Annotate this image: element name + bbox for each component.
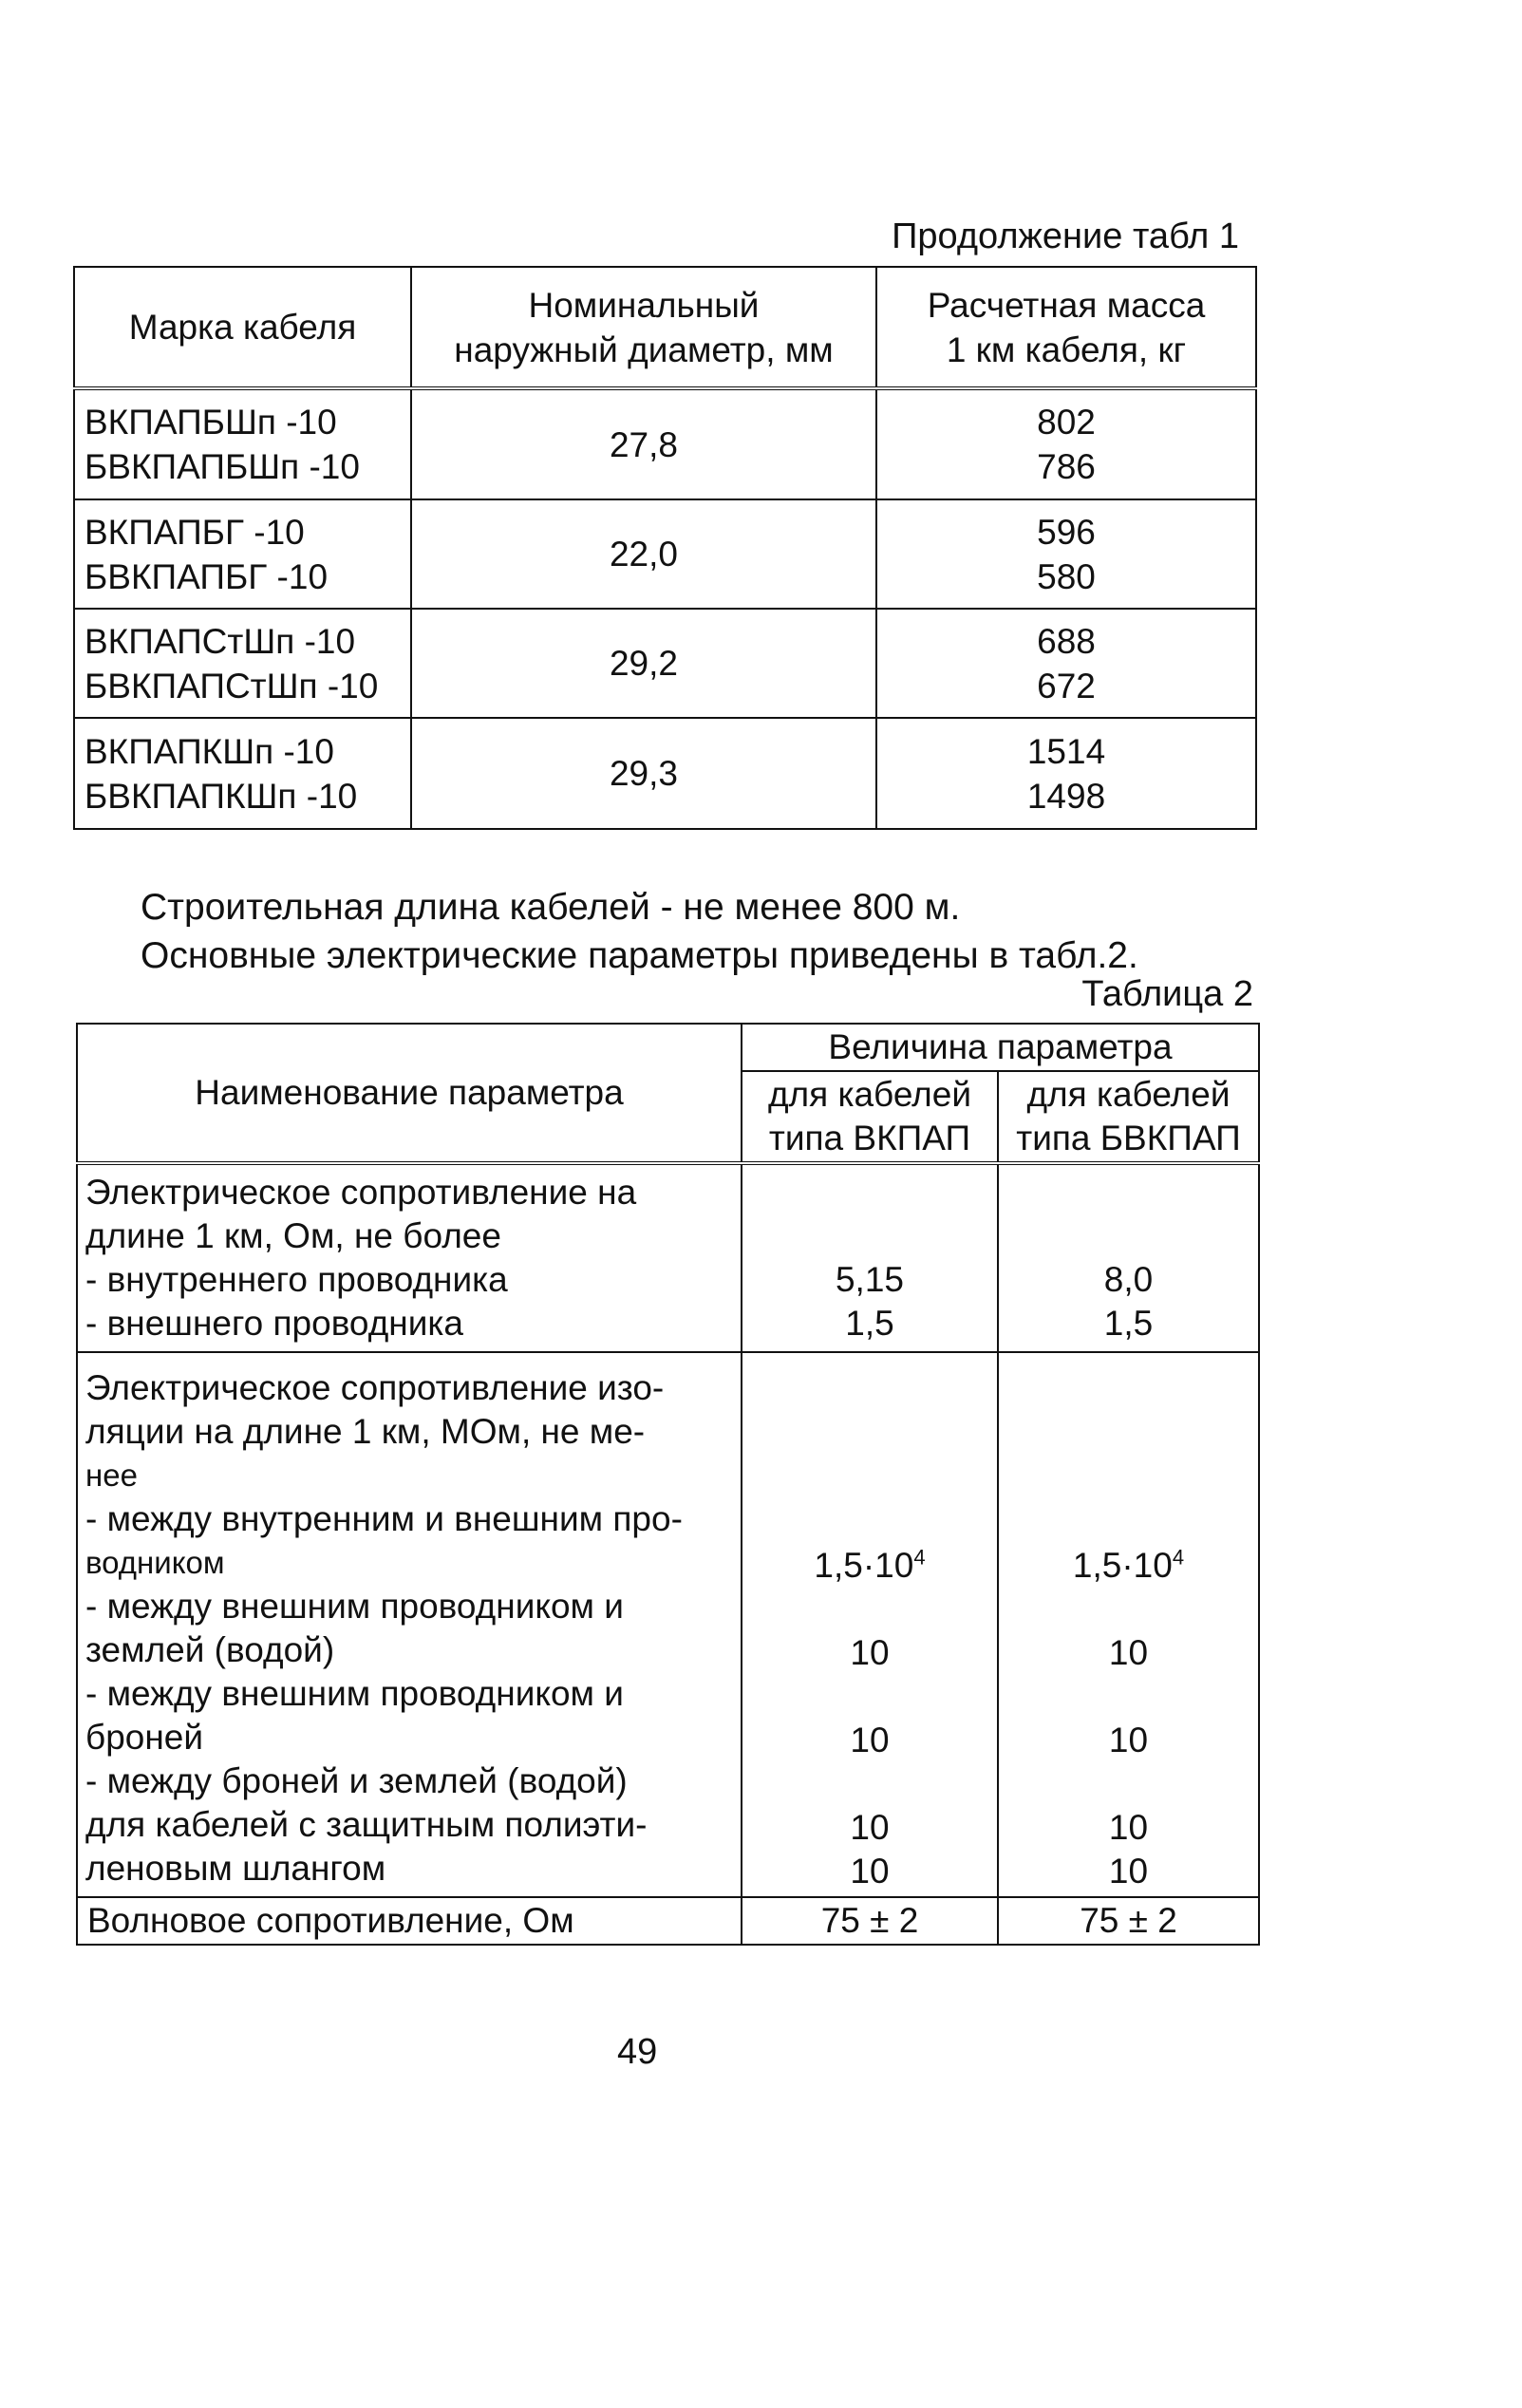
table1-caption: Продолжение табл 1 (892, 216, 1239, 256)
value-bvkpap: 8,0 1,5 (998, 1163, 1259, 1352)
table1-header-diameter: Номинальный наружный диаметр, мм (411, 267, 876, 388)
body-text-line2: Основные электрические параметры приведены в табл.2. (141, 935, 1138, 976)
table-row (74, 499, 1256, 609)
value-bvkpap: 75 ± 2 (998, 1897, 1259, 1945)
table2-header-col1: для кабелей типа ВКПАП (742, 1071, 998, 1163)
page-number: 49 (617, 2032, 658, 2072)
cable-mass: 1514 1498 (876, 718, 1256, 829)
table2-caption: Таблица 2 (1081, 974, 1253, 1014)
param-wave-impedance: Волновое сопротивление, Ом (77, 1897, 742, 1945)
cable-diameter: 29,2 (411, 609, 876, 718)
table2 (76, 1023, 1260, 1946)
table1-header-mass: Расчетная масса 1 км кабеля, кг (876, 267, 1256, 388)
body-text-line1: Строительная длина кабелей - не менее 800 м. (141, 887, 961, 928)
cable-brand: ВКПАПСтШп -10 БВКПАПСтШп -10 (74, 609, 411, 718)
cable-diameter: 29,3 (411, 718, 876, 829)
cable-brand: ВКПАПБШп -10 БВКПАПБШп -10 (74, 388, 411, 499)
param-conductor-resistance: Электрическое сопротивление на длине 1 км, Ом, не более - внутреннего проводника - внешнего проводника (77, 1163, 742, 1352)
cable-mass: 596 580 (876, 499, 1256, 609)
cable-brand: ВКПАПБГ -10 БВКПАПБГ -10 (74, 499, 411, 609)
table2-header-param: Наименование параметра (77, 1024, 742, 1163)
value-bvkpap: $1,5\cdot 10^4$ 10 10 10 10 (998, 1352, 1259, 1897)
value-vkpap: 75 ± 2 (742, 1897, 998, 1945)
table-row (77, 1897, 1259, 1945)
table-row (77, 1163, 1259, 1352)
table2-header-value: Величина параметра (742, 1024, 1259, 1071)
cable-diameter: 22,0 (411, 499, 876, 609)
table1-header-brand: Марка кабеля (74, 267, 411, 388)
cable-diameter: 27,8 (411, 388, 876, 499)
table-row (77, 1352, 1259, 1897)
cable-mass: 802 786 (876, 388, 1256, 499)
table-row (74, 718, 1256, 829)
value-vkpap: 5,15 1,5 (742, 1163, 998, 1352)
param-insulation-resistance: Электрическое сопротивление изо- ляции на длине 1 км, МОм, не ме- нее - между внутренним и внешним про- водником - между внешним проводником и землей (водой) - между внешним проводником и броней - между броней и землей (водой) для кабелей с защитным полиэти- леновым шлангом (77, 1352, 742, 1897)
cable-brand: ВКПАПКШп -10 БВКПАПКШп -10 (74, 718, 411, 829)
cable-mass: 688 672 (876, 609, 1256, 718)
table-row (74, 609, 1256, 718)
table-row (74, 388, 1256, 499)
table2-header-col2: для кабелей типа БВКПАП (998, 1071, 1259, 1163)
table1 (73, 266, 1257, 830)
value-vkpap: $1,5\cdot 10^4$ 10 10 10 10 (742, 1352, 998, 1897)
